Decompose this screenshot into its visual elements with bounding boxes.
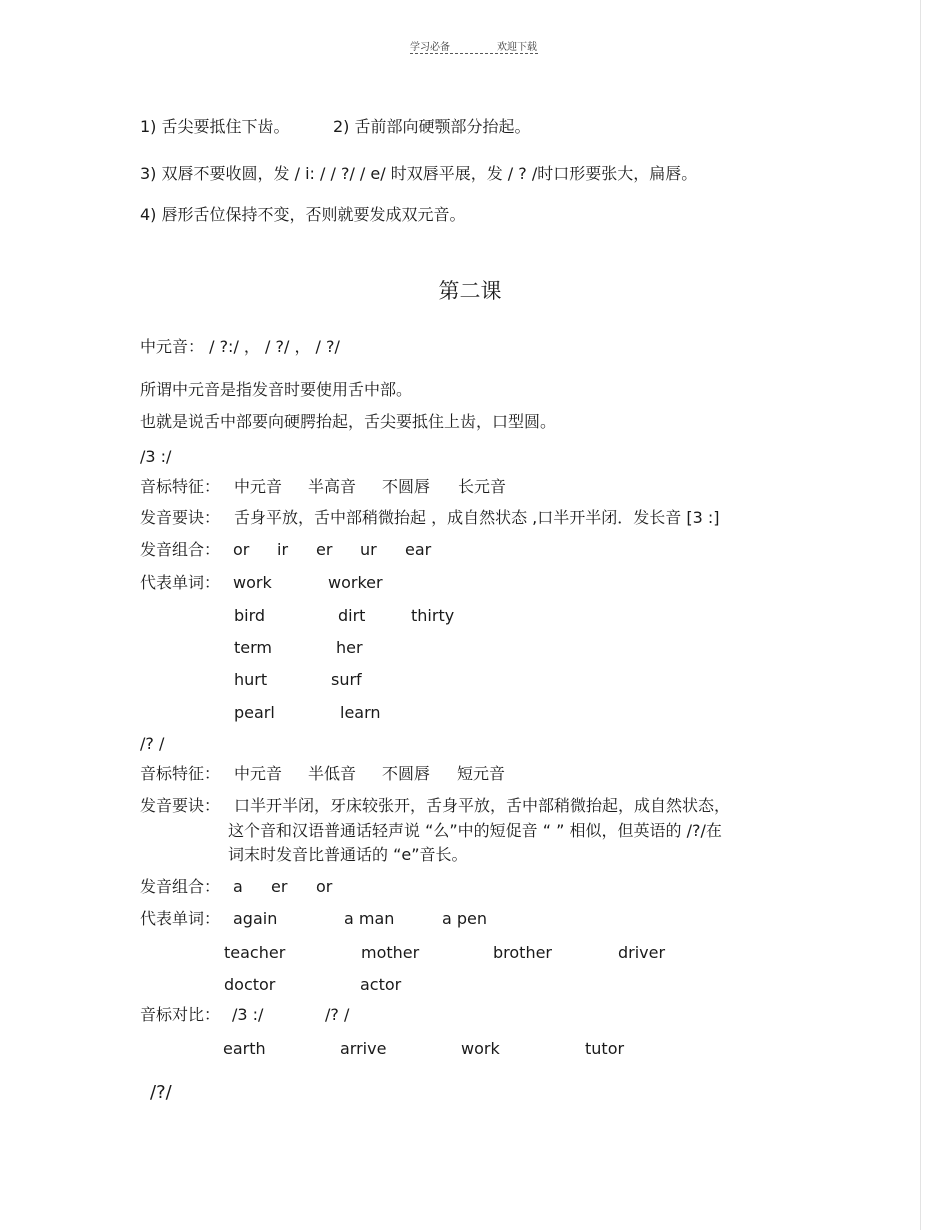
- compare-symbol-1: /3 :/: [232, 1005, 264, 1024]
- section-heading: 中元音： / ?:/ ， / ?/ ， / ?/: [140, 337, 340, 356]
- lesson-title: 第二课: [438, 279, 502, 303]
- sound1-word: thirty: [411, 606, 455, 625]
- sound2-tips-line: 口半开半闭，牙床较张开，舌身平放，舌中部稍微抬起，成自然状态，: [234, 796, 731, 815]
- sound1-feature: 中元音: [234, 477, 283, 496]
- compare-word: earth: [223, 1039, 266, 1058]
- sound1-word: hurt: [234, 670, 268, 689]
- rule-3: 3) 双唇不要收圆，发 / i: / / ?/ / e/ 时双唇平展，发 / ? /时口形要张大，扁唇。: [140, 164, 698, 183]
- rule-1: 1) 舌尖要抵住下齿。: [140, 117, 290, 136]
- compare-word: tutor: [585, 1039, 625, 1058]
- compare-word: work: [461, 1039, 500, 1058]
- sound1-word: dirt: [338, 606, 366, 625]
- rule-4: 4) 唇形舌位保持不变，否则就要发成双元音。: [140, 205, 466, 224]
- sound1-word: her: [336, 638, 363, 657]
- compare-label: 音标对比：: [140, 1005, 221, 1024]
- sound1-symbol: /3 :/: [140, 447, 172, 466]
- section-desc-2: 也就是说舌中部要向硬腭抬起，舌尖要抵住上齿，口型圆。: [140, 412, 557, 431]
- sound2-word: a man: [344, 909, 395, 928]
- sound1-word: surf: [331, 670, 362, 689]
- sound2-combos-label: 发音组合：: [140, 877, 221, 896]
- page-edge-line: [920, 0, 921, 1230]
- next-symbol: /?/: [150, 1082, 172, 1103]
- sound2-word: driver: [618, 943, 666, 962]
- header-right: 欢迎下载: [497, 42, 537, 53]
- sound1-word: bird: [234, 606, 266, 625]
- sound1-word: learn: [340, 703, 381, 722]
- sound2-tips-line: 这个音和汉语普通话轻声说 “么”中的短促音 “ ” 相似，但英语的 /?/在: [228, 821, 722, 840]
- sound2-feature: 不圆唇: [382, 764, 431, 783]
- sound1-combo: ir: [277, 540, 289, 559]
- sound2-word: teacher: [224, 943, 286, 962]
- sound1-feature: 半高音: [308, 477, 357, 496]
- sound2-word: actor: [360, 975, 402, 994]
- sound2-feature: 短元音: [457, 764, 506, 783]
- sound2-word: a pen: [442, 909, 488, 928]
- sound2-combo: a: [233, 877, 243, 896]
- rule-2: 2) 舌前部向硬颚部分抬起。: [333, 117, 531, 136]
- sound1-tips: 舌身平放，舌中部稍微抬起 ，成自然状态 ,口半开半闭．发长音 [3 :]: [234, 508, 720, 527]
- sound2-feature: 中元音: [234, 764, 283, 783]
- compare-symbol-2: /? /: [325, 1005, 350, 1024]
- compare-word: arrive: [340, 1039, 387, 1058]
- sound1-features-label: 音标特征：: [140, 477, 221, 496]
- sound2-feature: 半低音: [308, 764, 357, 783]
- header-rule: [410, 53, 538, 54]
- sound2-word: doctor: [224, 975, 276, 994]
- sound2-symbol: /? /: [140, 734, 165, 753]
- sound1-word: pearl: [234, 703, 275, 722]
- sound2-combo: or: [316, 877, 333, 896]
- sound2-word: again: [233, 909, 278, 928]
- sound1-combo: ur: [360, 540, 377, 559]
- sound1-feature: 长元音: [458, 477, 507, 496]
- sound2-combo: er: [271, 877, 288, 896]
- sound2-features-label: 音标特征：: [140, 764, 221, 783]
- sound2-word: mother: [361, 943, 420, 962]
- sound2-words-label: 代表单词：: [140, 909, 221, 928]
- sound1-feature: 不圆唇: [382, 477, 431, 496]
- sound1-combo: ear: [405, 540, 432, 559]
- sound1-word: work: [233, 573, 272, 592]
- sound1-combo: or: [233, 540, 250, 559]
- section-desc-1: 所谓中元音是指发音时要使用舌中部。: [140, 380, 413, 399]
- sound1-words-label: 代表单词：: [140, 573, 221, 592]
- sound1-combos-label: 发音组合：: [140, 540, 221, 559]
- sound1-word: term: [234, 638, 272, 657]
- sound1-word: worker: [328, 573, 383, 592]
- sound2-tips-label: 发音要诀：: [140, 796, 221, 815]
- sound2-word: brother: [493, 943, 553, 962]
- sound2-tips-line: 词末时发音比普通话的 “e”音长。: [228, 845, 468, 864]
- sound1-combo: er: [316, 540, 333, 559]
- sound1-tips-label: 发音要诀：: [140, 508, 221, 527]
- header-left: 学习必备: [410, 42, 450, 53]
